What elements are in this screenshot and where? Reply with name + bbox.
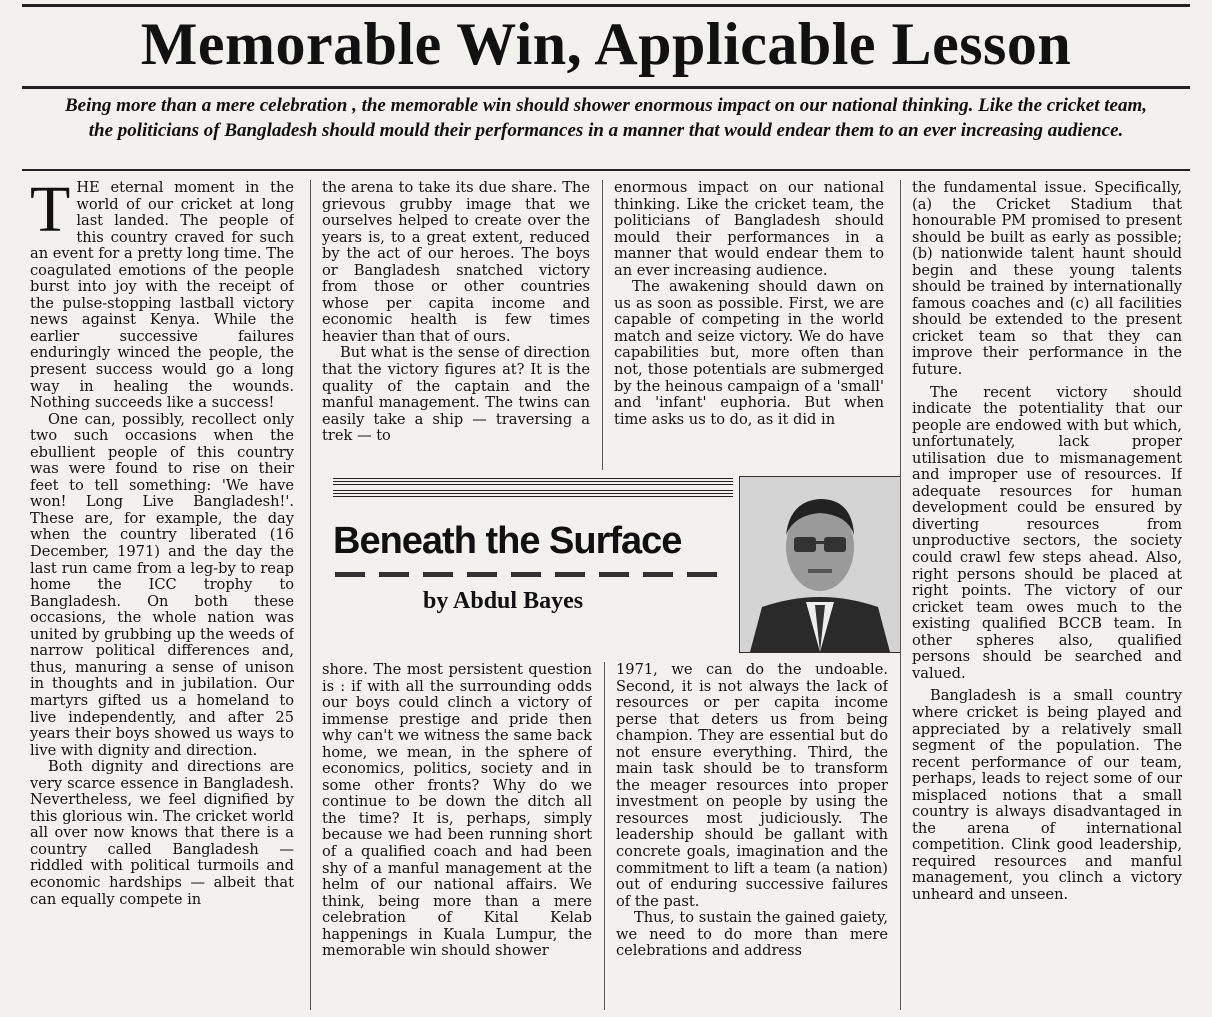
- paragraph: the fundamental issue. Specifically, (a) the Cricket Stadium that honourable PM promised to present should be built as early as possible; (b) nationwide talent haunt should begin and these young talents should be trained by internationally famous coaches and (c) all facilities should be extended to the present cricket team so that they can improve their performance in the future.: [912, 180, 1182, 379]
- decorative-lines: [333, 478, 733, 485]
- paragraph: The recent victory should indicate the potentiality that our people are endowed with but which, unfortunately, lack proper utilisation due to mismanagement and improper use of resources. If adequate resources for human development could be ensured by diverting resources from unproductive sectors, the society could crawl few steps ahead. Also, right persons should be placed at right points. The victory of our cricket team owes much to the existing qualified BCCB team. In other spheres also, qualified persons should be searched and valued.: [912, 383, 1182, 682]
- author-photo: [739, 476, 901, 653]
- drop-cap: T: [30, 180, 71, 246]
- column-2-top: [322, 180, 590, 470]
- paragraph: But what is the sense of direction that the victory figures at? It is the quality of the captain and the manful management. The twins can easily take a ship — traversing a trek — to: [322, 344, 590, 445]
- column-divider: [602, 180, 603, 470]
- column-4: [912, 180, 1182, 1010]
- column-3-top: [614, 180, 884, 470]
- decorative-dashes: [335, 572, 725, 577]
- paragraph: Both dignity and directions are very scarce essence in Bangladesh. Nevertheless, we feel dignified by this glorious win. The cricket world all over now knows that there is a country called Bangladesh — riddled with political turmoils and economic hardships — albeit that can equally compete in: [30, 758, 294, 908]
- paragraph: Thus, to sustain the gained gaiety, we need to do more than mere celebrations and address: [616, 909, 888, 960]
- paragraph: The awakening should dawn on us as soon as possible. First, we are capable of competing in the world match and seize victory. We do have capabilities but, more often than not, those potentials are submerged by the heinous campaign of a 'small' and 'infant' euphoria. But when time asks us to do, as it did in: [614, 278, 884, 428]
- column-divider: [310, 180, 311, 1010]
- column-1: [30, 180, 294, 1010]
- paragraph: HE eternal moment in the world of our cricket at long last landed. The people of this country craved for such an event for a pretty long time. The coagulated emotions of the people burst into joy with the receipt of the pulse-stopping lastball victory news against Kenya. While the earlier successive failures enduringly winced the people, the present success would go a long way in healing the wounds. Nothing succeeds like a success!: [30, 180, 294, 412]
- column-title: Beneath the Surface: [333, 520, 682, 562]
- top-rule: [22, 4, 1190, 7]
- column-divider: [900, 180, 901, 1010]
- paragraph: the arena to take its due share. The grievous grubby image that we ourselves helped to create over the years is, to a great extent, reduced by the act of our heroes. The boys or Bangladesh snatched victory from those or other countries whose per capita income and economic health is few times heavier than that of ours.: [322, 180, 590, 345]
- paragraph: Bangladesh is a small country where cricket is being played and appreciated by a relatively small segment of the population. The recent performance of our team, perhaps, leads to reject some of our misplaced notions that a small country is always disadvantaged in the arena of international competition. Clink good leadership, required resources and manful management, you clinch a victory unheard and unseen.: [912, 687, 1182, 903]
- deck-summary: Being more than a mere celebration , the memorable win should shower enormous impact on our national thinking. Like the cricket team, the politicians of Bangladesh should mould their performances in a manner that would endear them to an ever increasing audience.: [64, 95, 1148, 141]
- column-3-bottom: [616, 662, 888, 1010]
- column-divider: [604, 662, 605, 1010]
- headline: Memorable Win, Applicable Lesson: [140, 11, 1072, 77]
- deck-rule: [22, 169, 1190, 171]
- decorative-lines: [333, 490, 733, 497]
- byline: by Abdul Bayes: [423, 588, 584, 614]
- column-2-bottom: [322, 662, 592, 1010]
- column-box: [325, 468, 905, 658]
- headline-rule: [22, 86, 1190, 89]
- paragraph: shore. The most persistent question is : if with all the surrounding odds our boys could clinch a victory of immense prestige and pride then why can't we witness the same back home, we mean, in the sphere of economics, politics, society and in some other fronts? Why do we continue to be down the ditch all the time? It is, perhaps, simply because we had been running short of a qualified coach and had been shy of a manful management at the helm of our national affairs. We think, being more than a mere celebration of Kital Kelab happenings in Kuala Lumpur, the memorable win should shower: [322, 662, 592, 960]
- paragraph: One can, possibly, recollect only two such occasions when the ebullient people of this country was were found to rise on their feet to tell something: 'We have won! Long Live Bangladesh!'. These are, for example, the day when the country liberated (16 December, 1971) and the day the last run came from a leg-by to reap home the ICC trophy to Bangladesh. On both these occasions, the whole nation was united by grubbing up the weeds of narrow political differences and, thus, manuring a sense of unison in thoughts and in jubilation. Our martyrs gifted us a homeland to live independently, and after 25 years their boys showed us ways to live with dignity and direction.: [30, 410, 294, 759]
- paragraph: 1971, we can do the undoable. Second, it is not always the lack of resources or per capita income perse that deters us from being champion. They are essential but do not ensure everything. Third, the main task should be to transform the meager resources into proper investment on people by using the resources most judiciously. The leadership should be gallant with concrete goals, imagination and the commitment to lift a team (a nation) out of enduring successive failures of the past.: [616, 662, 888, 910]
- paragraph: enormous impact on our national thinking. Like the cricket team, the politicians of Bangladesh should mould their performances in a manner that would endear them to an ever increasing audience.: [614, 180, 884, 279]
